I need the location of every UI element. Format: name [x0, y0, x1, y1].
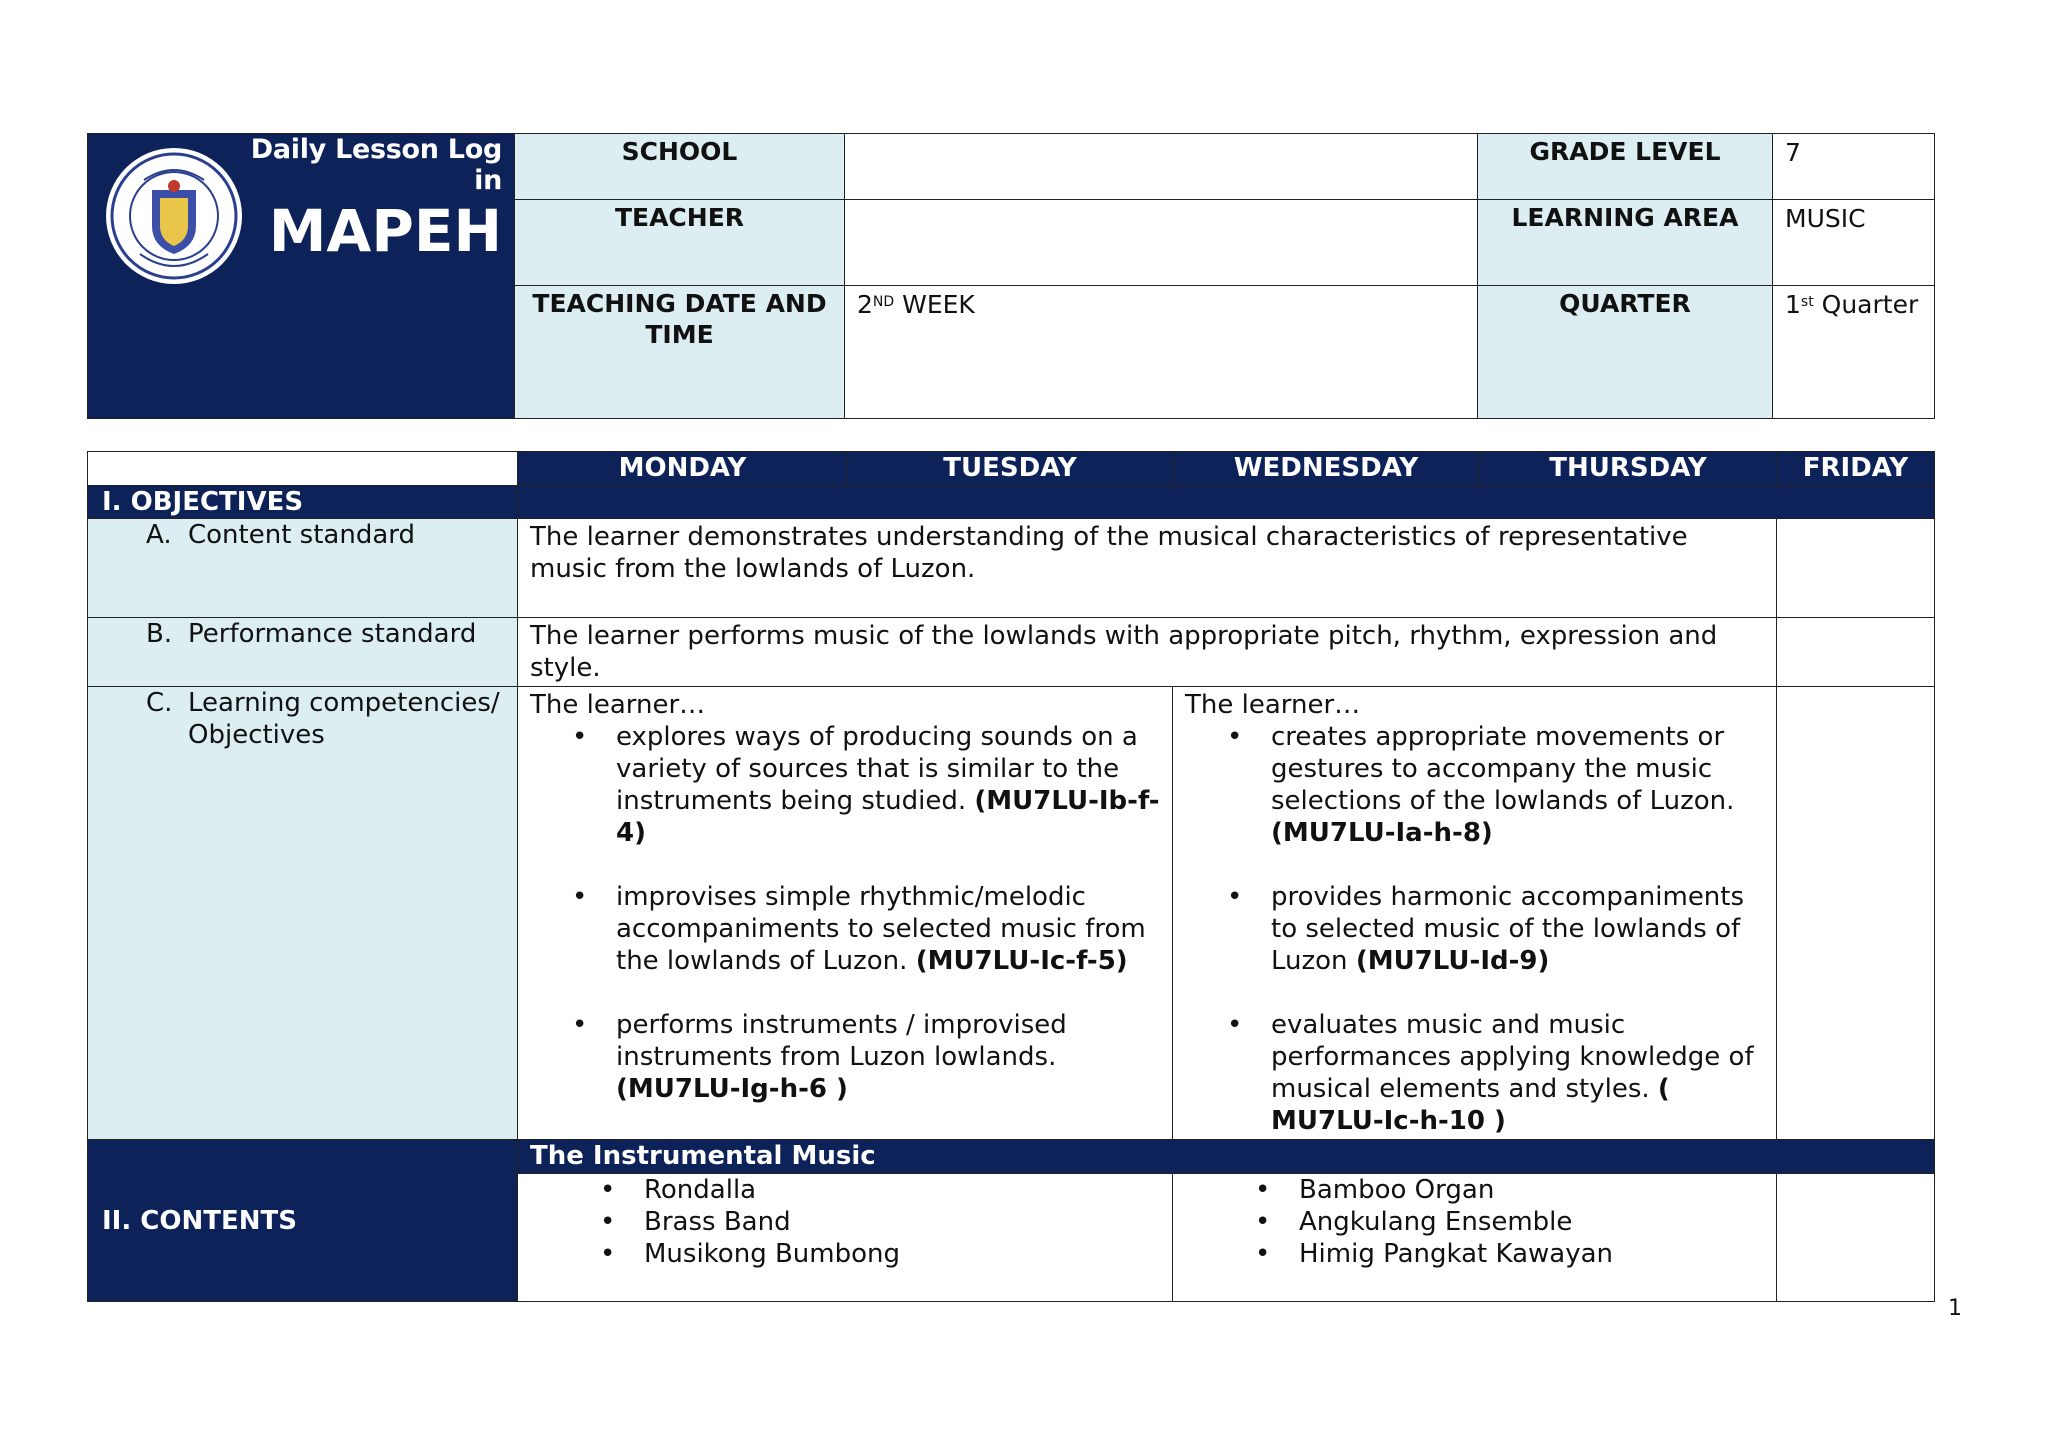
list-item: • Brass Band: [644, 1206, 1160, 1238]
contents-band: The Instrumental Music: [518, 1140, 1935, 1174]
competencies-left-intro: The learner…: [530, 690, 706, 720]
deped-seal-icon: [104, 146, 244, 286]
competencies-left: [518, 687, 1173, 1140]
list-item: • explores ways of producing sounds on a variety of sources that is similar to the instruments being studied. (MU7LU-Ib-f-4): [616, 721, 1160, 849]
subject-title: MAPEH: [268, 197, 502, 265]
list-item: • performs instruments / improvised instruments from Luzon lowlands. (MU7LU-Ig-h-6 ): [616, 1009, 1160, 1105]
list-item: • Rondalla: [644, 1174, 1160, 1206]
day-friday: FRIDAY: [1777, 452, 1935, 486]
list-item: • Himig Pangkat Kawayan: [1299, 1238, 1764, 1270]
teaching-date-label: TEACHING DATE AND TIME: [515, 286, 845, 419]
objectives-title: I. OBJECTIVES: [88, 486, 518, 519]
day-tuesday: TUESDAY: [848, 452, 1173, 486]
content-standard-text: The learner demonstrates understanding of the musical characteristics of representative music from the lowlands of Luzon.: [518, 519, 1777, 618]
content-standard-label: A. Content standard: [88, 519, 518, 618]
list-item: • Bamboo Organ: [1299, 1174, 1764, 1206]
grade-level-field[interactable]: 7: [1773, 134, 1935, 200]
contents-left: [518, 1174, 1173, 1302]
list-item: • Angkulang Ensemble: [1299, 1206, 1764, 1238]
lesson-table: [87, 451, 1935, 1302]
competencies-right: [1173, 687, 1777, 1140]
objectives-band: [518, 486, 1935, 519]
quarter-label: QUARTER: [1478, 286, 1773, 419]
list-item: • improvises simple rhythmic/melodic accompaniments to selected music from the lowlands of Luzon. (MU7LU-Ic-f-5): [616, 881, 1160, 977]
content-standard-friday: [1777, 519, 1935, 618]
competencies-friday: [1777, 687, 1935, 1140]
quarter-field[interactable]: 1st Quarter: [1773, 286, 1935, 419]
teacher-field[interactable]: [845, 200, 1478, 286]
list-item: • Musikong Bumbong: [644, 1238, 1160, 1270]
performance-standard-friday: [1777, 618, 1935, 687]
performance-standard-label: B. Performance standard: [88, 618, 518, 687]
contents-right-list: [1185, 1174, 1764, 1270]
school-field[interactable]: [845, 134, 1478, 200]
contents-friday: [1777, 1174, 1935, 1302]
day-thursday: THURSDAY: [1480, 452, 1777, 486]
grade-level-label: GRADE LEVEL: [1478, 134, 1773, 200]
learning-area-label: LEARNING AREA: [1478, 200, 1773, 286]
performance-standard-text: The learner performs music of the lowlands with appropriate pitch, rhythm, expression and style.: [518, 618, 1777, 687]
days-corner: [88, 452, 518, 486]
competencies-right-list: [1185, 721, 1764, 1137]
learning-area-field[interactable]: MUSIC: [1773, 200, 1935, 286]
header-table: [87, 133, 1935, 419]
competencies-label: C. Learning competencies/ Objectives: [88, 687, 518, 1140]
day-monday: MONDAY: [518, 452, 848, 486]
competencies-left-list: [530, 721, 1160, 1105]
list-item: • creates appropriate movements or gestures to accompany the music selections of the lowlands of Luzon. (MU7LU-Ia-h-8): [1271, 721, 1764, 849]
list-item: • evaluates music and music performances applying knowledge of musical elements and styles. ( MU7LU-Ic-h-10 ): [1271, 1009, 1764, 1137]
page-number: 1: [1948, 1296, 1962, 1321]
list-item: • provides harmonic accompaniments to selected music of the lowlands of Luzon (MU7LU-Id-9): [1271, 881, 1764, 977]
teacher-label: TEACHER: [515, 200, 845, 286]
school-label: SCHOOL: [515, 134, 845, 200]
teaching-date-field[interactable]: 2ND WEEK: [845, 286, 1478, 419]
header-brand-panel: [88, 134, 515, 419]
contents-left-list: [530, 1174, 1160, 1270]
dll-title: Daily Lesson Log in: [250, 134, 502, 196]
competencies-right-intro: The learner…: [1185, 690, 1361, 720]
day-wednesday: WEDNESDAY: [1173, 452, 1480, 486]
contents-right: [1173, 1174, 1777, 1302]
contents-title: II. CONTENTS: [88, 1140, 518, 1302]
